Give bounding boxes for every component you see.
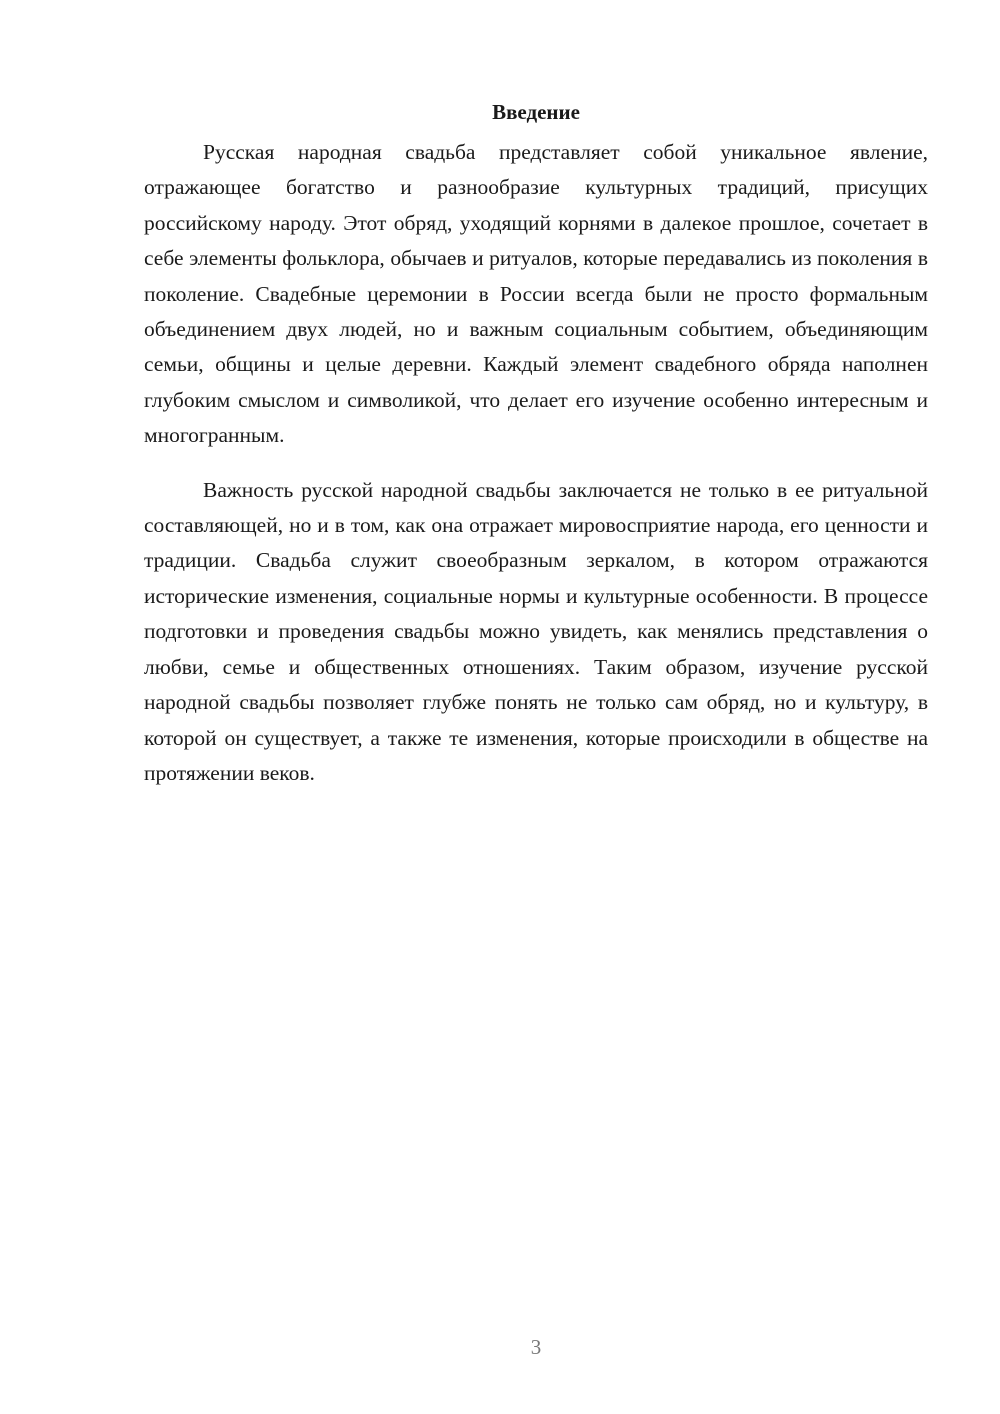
section-heading: Введение xyxy=(492,100,580,124)
paragraph-2: Важность русской народной свадьбы заключается не только в ее ритуальной составляющей, но и в том, как она отражает мировосприятие народа, его ценности и традиции. Свадьба служит своеобразным зеркалом, в котором отражаются исторические изменения, социальные нормы и культурные особенности. В процессе подготовки и проведения свадьбы можно увидеть, как менялись представления о любви, семье и общественных отношениях. Таким образом, изучение русской народной свадьбы позволяет глубже понять не только сам обряд, но и культуру, в которой он существует, а также те изменения, которые происходили в обществе на протяжении веков. xyxy=(144,477,928,785)
page-content xyxy=(144,97,928,810)
paragraph-1: Русская народная свадьба представляет собой уникальное явление, отражающее богатство и разнообразие культурных традиций, присущих российскому народу. Этот обряд, уходящий корнями в далекое прошлое, сочетает в себе элементы фольклора, обычаев и ритуалов, которые передавались из поколения в поколение. Свадебные церемонии в России всегда были не просто формальным объединением двух людей, но и важным социальным событием, объединяющим семьи, общины и целые деревни. Каждый элемент свадебного обряда наполнен глубоким смыслом и символикой, что делает его изучение особенно интересным и многогранным. xyxy=(144,140,928,448)
page-number: 3 xyxy=(530,1335,542,1359)
